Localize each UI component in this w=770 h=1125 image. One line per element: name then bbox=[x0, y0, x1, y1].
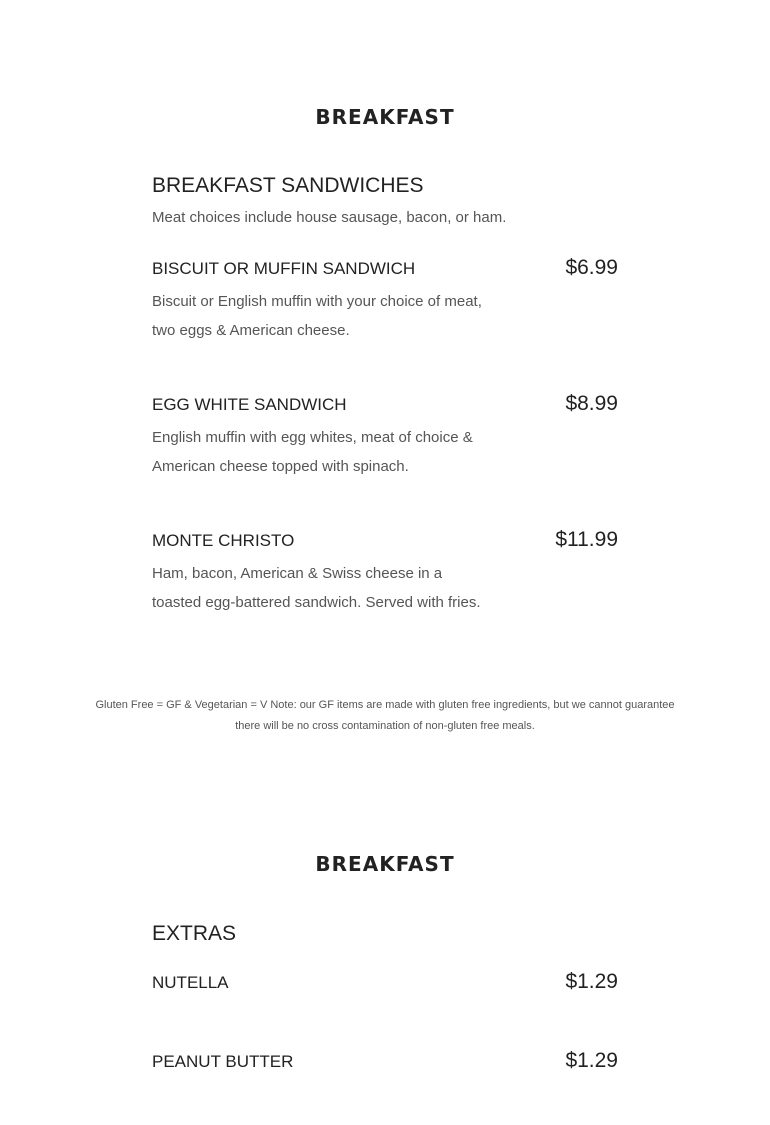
item-price: $11.99 bbox=[555, 528, 618, 551]
dietary-footnote: Gluten Free = GF & Vegetarian = V Note: our GF items are made with gluten free ingredients, but we cannot guarantee there will be no cross contamination of non-gluten free meals. bbox=[95, 699, 675, 732]
item-name: BISCUIT OR MUFFIN SANDWICH bbox=[152, 259, 416, 278]
category-description: Meat choices include house sausage, bacon, or ham. bbox=[152, 209, 507, 226]
item-name: NUTELLA bbox=[152, 973, 229, 992]
item-description: English muffin with egg whites, meat of choice & American cheese topped with spinach. bbox=[152, 429, 473, 475]
section-title: BREAKFAST bbox=[315, 852, 455, 876]
item-price: $6.99 bbox=[565, 256, 618, 279]
item-name: EGG WHITE SANDWICH bbox=[152, 395, 347, 414]
category-title: BREAKFAST SANDWICHES bbox=[152, 174, 424, 197]
item-price: $1.29 bbox=[565, 970, 618, 993]
item-description: Biscuit or English muffin with your choice of meat, two eggs & American cheese. bbox=[152, 293, 482, 339]
item-price: $1.29 bbox=[565, 1049, 618, 1072]
item-name: PEANUT BUTTER bbox=[152, 1052, 294, 1071]
section-title: BREAKFAST bbox=[315, 105, 455, 129]
category-title: EXTRAS bbox=[152, 922, 237, 945]
item-name: MONTE CHRISTO bbox=[152, 531, 295, 550]
item-description: Ham, bacon, American & Swiss cheese in a toasted egg-battered sandwich. Served with fries. bbox=[152, 565, 481, 611]
item-price: $8.99 bbox=[565, 392, 618, 415]
